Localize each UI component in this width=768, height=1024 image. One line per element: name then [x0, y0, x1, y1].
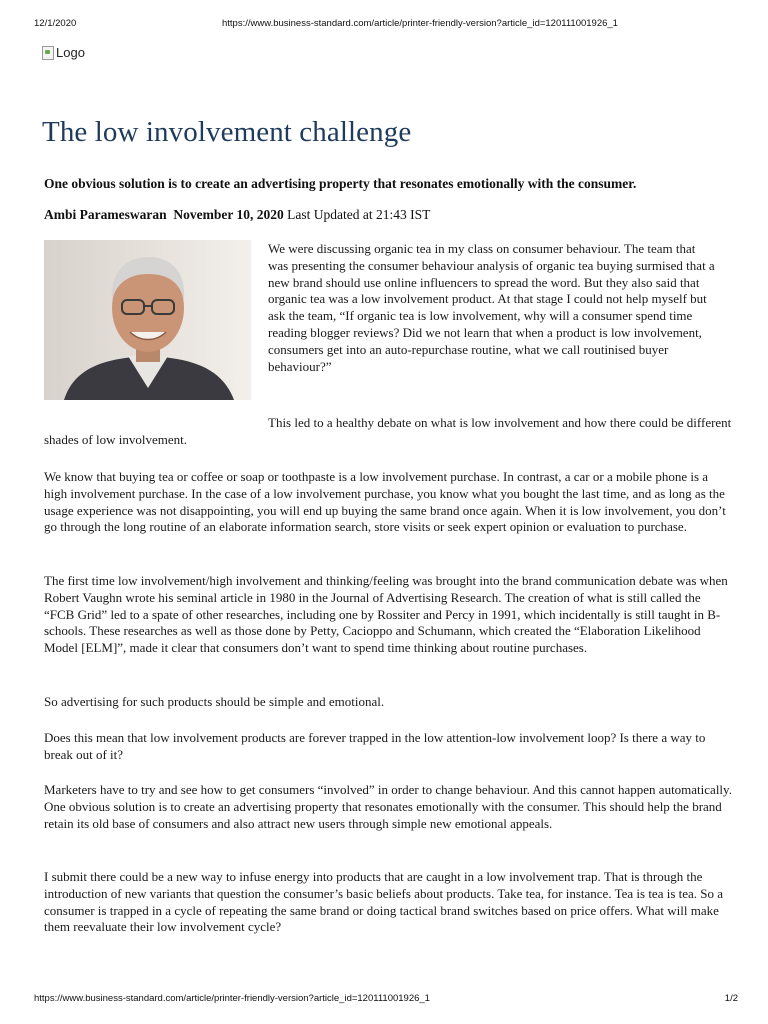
article-paragraph: This led to a healthy debate on what is low involvement and how there could be different shades of low involvement. — [44, 415, 732, 447]
article-paragraph: Marketers have to try and see how to get consumers “involved” in order to change behaviour. And this cannot happen automatically. One obvious solution is to create an advertising property that resonates emotionally with the consumer. This should help the brand retain its old base of consumers and also attract new users through simple new emotional appeals. — [44, 782, 732, 831]
print-header — [34, 18, 738, 30]
article-paragraph: I submit there could be a new way to infuse energy into products that are caught in a low involvement trap. That is through the introduction of new variants that question the consumer’s basic beliefs about products. Take tea, for instance. Tea is tea is tea. So a consumer is trapped in a cycle of repeating the same brand or doing tactical brand switches based on price offers. What will make them reevaluate their low involvement cycle? — [44, 869, 724, 935]
footer-url: https://www.business-standard.com/article/printer-friendly-version?article_id=120111001926_1 — [34, 993, 430, 1004]
last-updated: Last Updated at 21:43 IST — [287, 207, 431, 222]
author-photo — [44, 240, 251, 400]
logo[interactable] — [42, 45, 85, 60]
article-paragraph: The first time low involvement/high involvement and thinking/feeling was brought into the brand communication debate was when Robert Vaughn wrote his seminal article in 1980 in the Journal of Advertising Research. The creation of what is still called the “FCB Grid” led to a spate of other researches, including one by Rossiter and Percy in 1991, which incidentally is still taught in B-schools. These researches as well as those done by Petty, Cacioppo and Schumann, which created the “Elaboration Likelihood Model [ELM]”, made it clear that consumers don’t want to spend time thinking about routine purchases. — [44, 573, 728, 656]
print-footer — [34, 993, 738, 1005]
byline — [44, 207, 430, 223]
author-portrait-image — [44, 240, 251, 400]
article-title: The low involvement challenge — [42, 116, 412, 148]
logo-alt-text: Logo — [56, 45, 85, 60]
publish-date: November 10, 2020 — [173, 207, 284, 222]
article-paragraph: So advertising for such products should be simple and emotional. — [44, 694, 385, 709]
print-date: 12/1/2020 — [34, 18, 77, 29]
broken-image-icon — [42, 46, 54, 60]
article-paragraph: We know that buying tea or coffee or soap or toothpaste is a low involvement purchase. In contrast, a car or a mobile phone is a high involvement purchase. In the case of a low involvement purchase, you know what you bought the last time, and as long as the usage experience was not disappointing, you will end up buying the same brand once again. When it is low involvement, you don’t go through the long routine of an elaborate information search, store visits or seek expert opinion or evaluation to purchase. — [44, 469, 726, 535]
print-url: https://www.business-standard.com/article/printer-friendly-version?article_id=120111001926_1 — [222, 18, 618, 29]
article-subtitle: One obvious solution is to create an advertising property that resonates emotionally with the consumer. — [44, 176, 637, 191]
article-paragraph: Does this mean that low involvement products are forever trapped in the low attention-low involvement loop? Is there a way to break out of it? — [44, 730, 706, 762]
article-paragraph: We were discussing organic tea in my class on consumer behaviour. The team that was presenting the consumer behaviour analysis of organic tea buying surmised that a new brand should use online influencers to spread the word. But they also said that organic tea was a low involvement product. At that stage I could not help myself but ask the team, “If organic tea is low involvement, why will a consumer spend time reading blogger reviews? Did we not learn that when a product is low involvement, consumers get into an auto-repurchase routine, what we call routinised buyer behaviour?” — [268, 241, 715, 374]
page-number: 1/2 — [724, 993, 738, 1004]
author-name: Ambi Parameswaran — [44, 207, 167, 222]
